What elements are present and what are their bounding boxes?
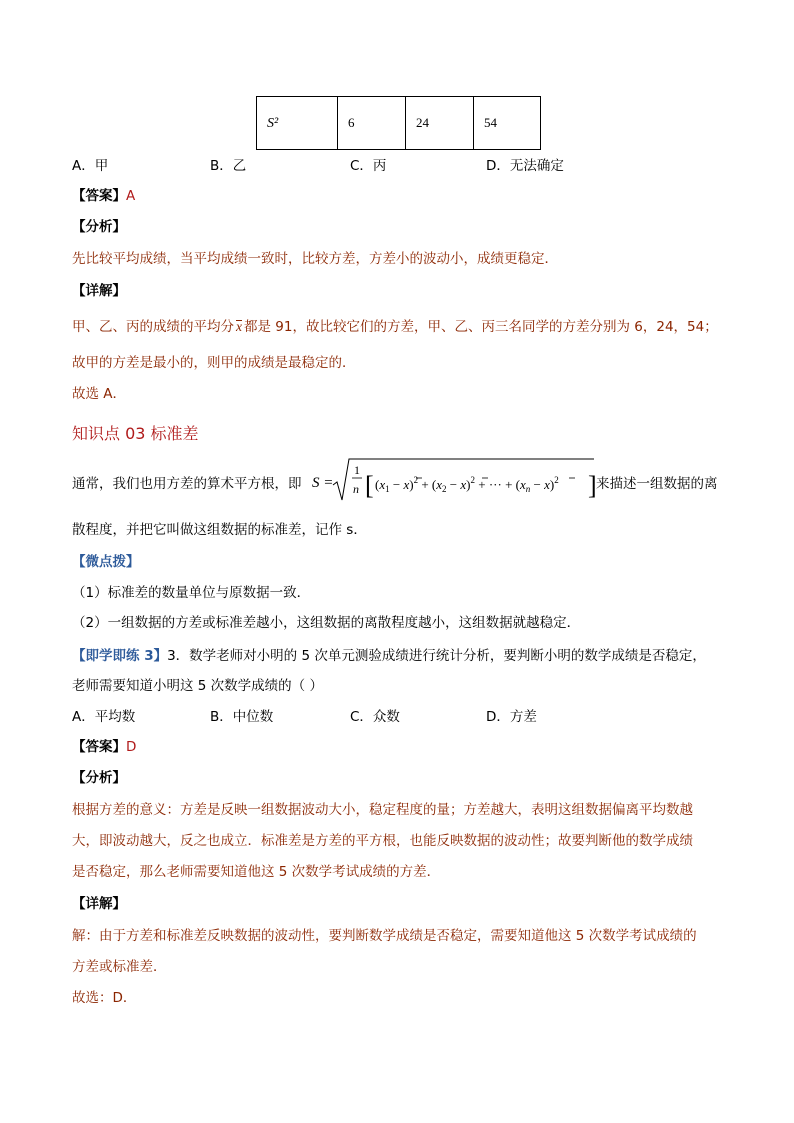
detail-mid: 都是 91，故比较它们的方差，甲、乙、丙三名同学的方差分别为 6，24，54； (244, 319, 718, 335)
variance-cell-bing: 54 (474, 97, 541, 150)
svg-text:[: [ (365, 471, 374, 500)
svg-text:1: 1 (354, 463, 360, 477)
formula-lhs: S = (312, 475, 334, 491)
detail-line-2: 故甲的方差是最小的，则甲的成绩是最稳定的． (72, 355, 356, 371)
variance-table (256, 96, 541, 150)
analysis-tag: 【分析】 (72, 219, 126, 235)
analysis-text: 先比较平均成绩，当平均成绩一致时，比较方差，方差小的波动小，成绩更稳定． (72, 251, 558, 267)
q3-line-1 (72, 647, 706, 665)
q3-answer-value: D (126, 739, 137, 755)
x-bar-letter: x (236, 319, 242, 334)
option-c: C．丙 (350, 158, 387, 174)
option-a: A．甲 (72, 158, 109, 174)
q3-choose-line: 故选：D． (72, 990, 137, 1006)
choose-line: 故选 A． (72, 386, 127, 402)
q3-option-c: C．众数 (350, 709, 400, 725)
svg-text:n: n (353, 482, 359, 496)
definition-line-2: 散程度，并把它叫做这组数据的标准差，记作 s． (72, 522, 367, 538)
detail-tag: 【详解】 (72, 283, 126, 299)
q3-analysis-tag: 【分析】 (72, 770, 126, 786)
q3-answer-line (72, 738, 136, 756)
q3-option-b: B．中位数 (210, 709, 274, 725)
variance-label-cell (257, 97, 338, 150)
detail-line-1 (72, 318, 718, 336)
variance-label: S² (267, 115, 279, 131)
answer-line (72, 187, 135, 205)
definition-post: 来描述一组数据的离 (596, 476, 718, 492)
variance-cell-yi: 24 (406, 97, 474, 150)
detail-pre: 甲、乙、丙的成绩的平均分 (72, 319, 234, 335)
option-d: D．无法确定 (486, 158, 564, 174)
svg-text:(x1 − x)2 + (x2 − x)2 + ··· +: $(x_1 - x)^2 + (x_2 - x)^2$ + ··· + $(x_n - x)^2$ (375, 475, 559, 494)
q3-option-a: A．平均数 (72, 709, 136, 725)
answer-value: A (126, 188, 136, 204)
q3-answer-tag: 【答案】 (72, 739, 126, 755)
option-b: B．乙 (210, 158, 247, 174)
q3-analysis-line-3: 是否稳定，那么老师需要知道他这 5 次数学考试成绩的方差． (72, 864, 441, 880)
section-title: 知识点 03 标准差 (72, 424, 199, 443)
x-bar-overline (236, 320, 242, 321)
q3-analysis-line-2: 大，即波动越大，反之也成立．标准差是方差的平方根，也能反映数据的波动性；故要判断他的数学成绩 (72, 833, 693, 849)
q3-detail-tag: 【详解】 (72, 896, 126, 912)
table-row (257, 97, 541, 150)
q3-detail-line-2: 方差或标准差． (72, 959, 167, 975)
x-bar-symbol (234, 318, 244, 336)
std-dev-formula (312, 458, 597, 504)
tip-item-1: （1）标准差的数量单位与原数据一致． (72, 585, 311, 601)
variance-cell-jia: 6 (338, 97, 406, 150)
tip-item-2: （2）一组数据的方差或标准差越小，这组数据的离散程度越小，这组数据就越稳定． (72, 615, 581, 631)
q3-stem-1: 3．数学老师对小明的 5 次单元测验成绩进行统计分析，要判断小明的数学成绩是否稳定， (167, 648, 706, 664)
q3-line-2: 老师需要知道小明这 5 次数学成绩的（ ） (72, 678, 323, 694)
answer-tag: 【答案】 (72, 188, 126, 204)
q3-detail-line-1: 解：由于方差和标准差反映数据的波动性，要判断数学成绩是否稳定，需要知道他这 5 次数学考试成绩的 (72, 928, 697, 944)
definition-pre: 通常，我们也用方差的算术平方根，即 (72, 476, 302, 492)
svg-text:]: ] (588, 471, 597, 500)
q3-option-d: D．方差 (486, 709, 537, 725)
q3-analysis-line-1: 根据方差的意义：方差是反映一组数据波动大小，稳定程度的量；方差越大，表明这组数据偏离平均数越 (72, 802, 693, 818)
tip-tag: 【微点拨】 (72, 554, 140, 570)
q3-tag: 【即学即练 3】 (72, 648, 168, 664)
